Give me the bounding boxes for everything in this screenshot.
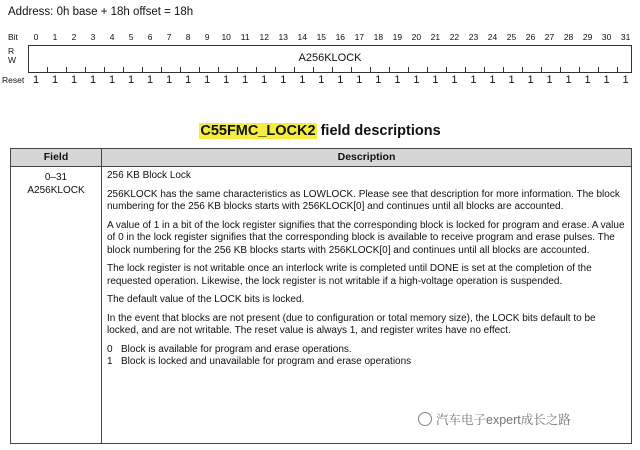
reset-value: 1 (413, 74, 420, 86)
bit-number: 5 (128, 32, 134, 42)
bit-tick (389, 67, 390, 72)
bit-tick (313, 67, 314, 72)
bit-number: 24 (487, 32, 498, 42)
bit-tick (617, 67, 618, 72)
bit-number: 21 (430, 32, 441, 42)
bit-tick (47, 67, 48, 72)
bit-number: 18 (373, 32, 384, 42)
bit-number: 1 (52, 32, 58, 42)
reset-value: 1 (204, 74, 211, 86)
section-title-rest: field descriptions (316, 123, 441, 139)
bit-label: Bit (8, 32, 18, 42)
bit-tick (218, 67, 219, 72)
bit-number: 12 (259, 32, 269, 42)
bit-tick (522, 67, 523, 72)
bit-number: 20 (411, 32, 422, 42)
bit-tick (237, 67, 238, 72)
bit-tick (598, 67, 599, 72)
reset-value: 1 (280, 74, 287, 86)
bit-number: 3 (90, 32, 96, 42)
bit-tick (579, 67, 580, 72)
value-list (107, 344, 625, 369)
section-title (0, 123, 640, 139)
reset-value: 1 (147, 74, 154, 86)
bit-number: 11 (240, 32, 250, 42)
reset-value: 1 (508, 74, 515, 86)
description-paragraph: The default value of the LOCK bits is locked. (107, 294, 305, 305)
reset-label: Reset (2, 75, 25, 85)
reset-value: 1 (622, 74, 629, 86)
bit-number: 2 (71, 32, 77, 42)
bit-number: 26 (525, 32, 536, 42)
bit-tick (199, 67, 200, 72)
reset-value: 1 (299, 74, 306, 86)
bit-tick (180, 67, 181, 72)
table-header (11, 149, 631, 167)
write-label: W (8, 55, 17, 65)
bit-number: 4 (109, 32, 115, 42)
bit-number: 27 (544, 32, 555, 42)
reset-value: 1 (451, 74, 458, 86)
bit-tick (446, 67, 447, 72)
watermark-text: 汽车电子expert成长之路 (436, 413, 571, 427)
bit-number: 0 (33, 32, 39, 42)
bit-tick (66, 67, 67, 72)
reset-value: 1 (242, 74, 249, 86)
header-field: Field (43, 151, 69, 163)
bit-tick (351, 67, 352, 72)
bit-tick (294, 67, 295, 72)
value-text: Block is available for program and erase operations. (121, 343, 352, 355)
description-paragraph: In the event that blocks are not present (due to configuration or total memory size), the LOCK bits default to be locked, and are not writable. The reset value is always 1, and register writes have no effect. (107, 312, 596, 336)
reset-value: 1 (603, 74, 610, 86)
register-field-name: A256KLOCK (298, 52, 362, 64)
bit-number: 9 (204, 32, 210, 42)
field-cell (11, 171, 101, 197)
reset-value: 1 (166, 74, 173, 86)
bit-tick (332, 67, 333, 72)
address-line: Address: 0h base + 18h offset = 18h (8, 6, 194, 18)
bit-number: 25 (506, 32, 517, 42)
value-item (107, 344, 625, 357)
bit-number: 14 (297, 32, 307, 42)
reset-value: 1 (546, 74, 553, 86)
field-bits: 0–31 (44, 172, 68, 183)
header-description: Description (337, 151, 396, 163)
bit-number: 30 (601, 32, 612, 42)
bit-tick (427, 67, 428, 72)
reset-value: 1 (70, 74, 78, 86)
reset-value: 1 (261, 74, 268, 86)
bit-tick (560, 67, 561, 72)
bit-tick (142, 67, 143, 72)
bit-number-row (0, 32, 640, 44)
value-key: 1 (107, 356, 113, 367)
reset-value: 1 (223, 74, 230, 86)
bit-number: 6 (147, 32, 153, 42)
bit-number: 13 (278, 32, 288, 42)
reset-value: 1 (356, 74, 363, 86)
description-paragraph: The lock register is not writable once an interlock write is completed until DONE is set at the completion of the requested operation. Likewise, the lock register is not writable if a high-voltage operation is suspended. (107, 263, 592, 287)
bit-number: 23 (468, 32, 479, 42)
description-paragraph: A value of 1 in a bit of the lock register signifies that the corresponding block is locked for program and erase. A value of 0 in the lock register signifies that the corresponding block is available to receive program and erase pulses. The block numbering for the 256 KB blocks starts with 256KLOCK[0] and continues until all blocks are accounted. (107, 219, 625, 256)
bit-tick (275, 67, 276, 72)
bit-tick (541, 67, 542, 72)
bit-number: 31 (620, 32, 631, 42)
reset-value: 1 (51, 74, 59, 86)
bit-number: 16 (335, 32, 346, 42)
bit-number: 28 (563, 32, 574, 42)
bit-number: 17 (354, 32, 365, 42)
value-key: 0 (107, 343, 113, 355)
bit-tick (408, 67, 409, 72)
reset-value: 1 (32, 74, 40, 86)
reset-value: 1 (565, 74, 572, 86)
bit-tick (104, 67, 105, 72)
reset-value: 1 (128, 74, 135, 86)
bit-number: 22 (449, 32, 460, 42)
rw-labels (8, 47, 16, 65)
reset-value: 1 (489, 74, 496, 86)
bit-tick (370, 67, 371, 72)
reset-value: 1 (185, 74, 192, 86)
reset-value: 1 (527, 74, 534, 86)
reset-value: 1 (584, 74, 591, 86)
reset-value: 1 (394, 74, 401, 86)
value-item (107, 356, 625, 369)
reset-value: 1 (337, 74, 344, 86)
reset-value: 1 (109, 74, 116, 86)
reset-value: 1 (89, 74, 97, 86)
register-name-highlight: C55FMC_LOCK2 (200, 123, 316, 139)
wechat-icon (418, 412, 432, 426)
value-text: Block is locked and unavailable for program and erase operations (121, 356, 412, 367)
register-field-box (28, 45, 632, 73)
reset-value: 1 (318, 74, 325, 86)
reset-row (0, 74, 640, 86)
bit-tick (484, 67, 485, 72)
bit-number: 8 (185, 32, 191, 42)
bit-number: 10 (221, 32, 231, 42)
bit-tick (123, 67, 124, 72)
field-description-table (10, 148, 632, 444)
reset-value: 1 (375, 74, 382, 86)
bit-tick (256, 67, 257, 72)
bit-tick (503, 67, 504, 72)
description-cell (107, 170, 625, 369)
bit-number: 19 (392, 32, 403, 42)
bit-number: 29 (582, 32, 593, 42)
watermark (418, 410, 571, 428)
field-name: A256KLOCK (27, 185, 85, 196)
reset-value: 1 (432, 74, 439, 86)
description-paragraph: 256KLOCK has the same characteristics as LOWLOCK. Please see that description for more information. The block numbering for the 256 KB blocks starts with 256KLOCK[0] and continues until all blocks are accounted. (107, 188, 620, 212)
description-paragraph: 256 KB Block Lock (107, 170, 191, 181)
bit-tick (465, 67, 466, 72)
column-divider (101, 149, 102, 443)
bit-number: 7 (166, 32, 172, 42)
bit-tick (161, 67, 162, 72)
bit-tick (85, 67, 86, 72)
bit-number: 15 (316, 32, 327, 42)
read-label: R (8, 46, 15, 56)
reset-value: 1 (470, 74, 477, 86)
